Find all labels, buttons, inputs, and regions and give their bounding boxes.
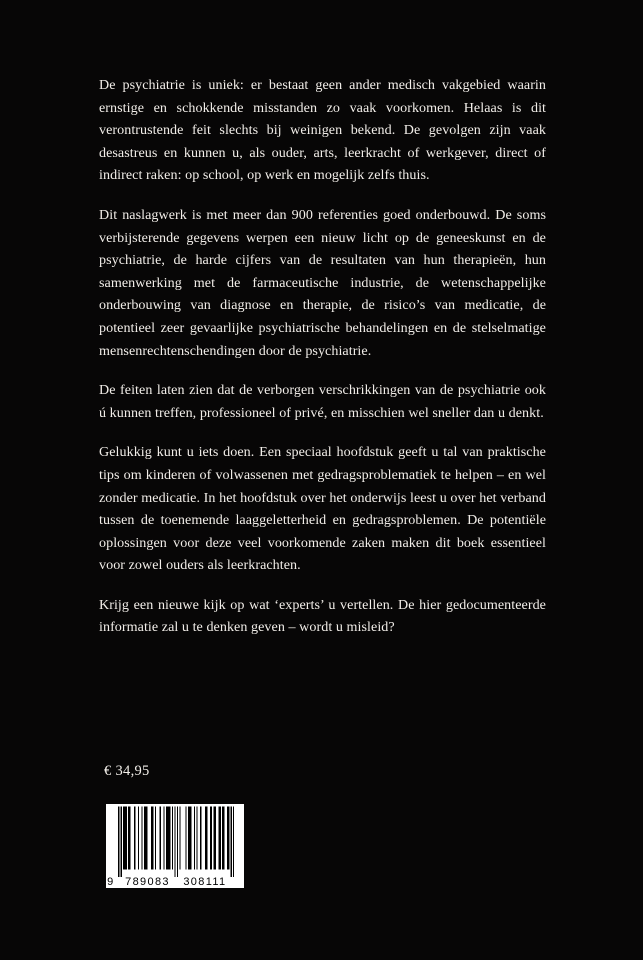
svg-text:9: 9 — [107, 875, 115, 888]
blurb-paragraph: Dit naslagwerk is met meer dan 900 referenties goed onderbouwd. De soms verbijsterende gegevens werpen een nieuw licht op de geneeskunst en de psychiatrie, de harde cijfers van de resultaten van hun therapieën, hun samenwerking met de farmaceutische industrie, de wetenschappelijke onderbouwing van diagnose en therapie, de risico’s van medicatie, de potentieel zeer gevaarlijke psychiatrische behandelingen en de stelselmatige mensenrechtenschendingen door de psychiatrie. — [99, 206, 546, 359]
blurb-text-block — [99, 74, 546, 639]
svg-text:308111: 308111 — [183, 875, 227, 888]
blurb-paragraph: Krijg een nieuwe kijk op wat ‘experts’ u vertellen. De hier gedocumenteerde informatie zal u te denken geven – wordt u misleid? — [99, 596, 546, 636]
barcode-graphic — [106, 804, 244, 888]
blurb-paragraph: De psychiatrie is uniek: er bestaat geen ander medisch vakgebied waarin ernstige en schokkende misstanden zo vaak voorkomen. Helaas is dit verontrustende feit slechts bij weinigen bekend. De gevolgen zijn vaak desastreus en kunnen u, als ouder, arts, leerkracht of werkgever, direct of indirect raken: op school, op werk en mogelijk zelfs thuis. — [99, 77, 546, 184]
blurb-paragraph: De feiten laten zien dat de verborgen verschrikkingen van de psychiatrie ook ú kunnen treffen, professioneel of privé, en misschien wel sneller dan u denkt. — [99, 382, 546, 421]
price-label: € 34,95 — [104, 763, 150, 779]
blurb-paragraph: Gelukkig kunt u iets doen. Een speciaal hoofdstuk geeft u tal van praktische tips om kinderen of volwassenen met gedragsproblematiek te helpen – en wel zonder medicatie. In het hoofdstuk over het onderwijs leest u over het verband tussen de toenemende laaggeletterheid en gedragsproblemen. De potentiële oplossingen voor deze veel voorkomende zaken maken dit boek essentieel voor zowel ouders als leerkrachten. — [99, 444, 546, 574]
svg-text:789083: 789083 — [125, 875, 170, 888]
isbn-barcode — [106, 804, 244, 888]
